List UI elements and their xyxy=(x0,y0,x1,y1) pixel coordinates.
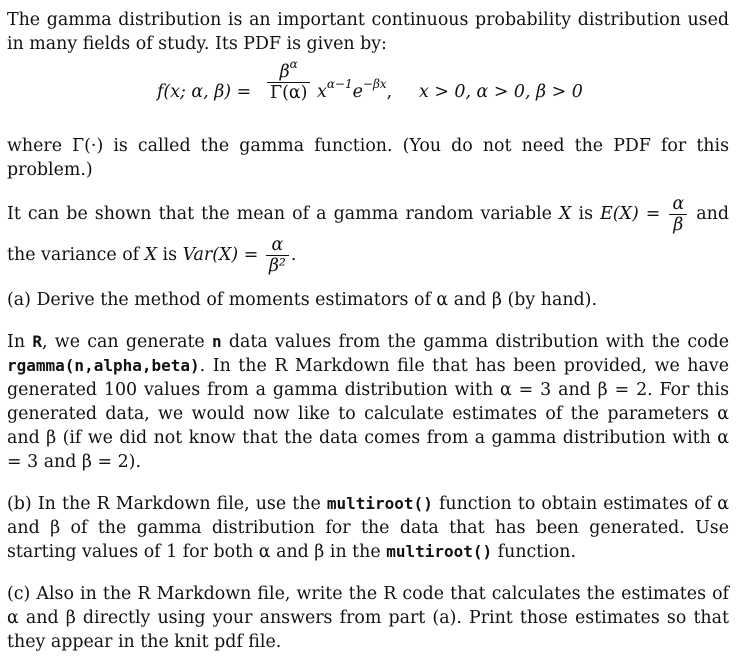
equation-x-term: $x^{\alpha-1}e^{-\beta x}$, xyxy=(317,77,393,102)
intro-paragraph: The gamma distribution is an important continuous probability distribution used in many fields of study. Its PDF is given by: xyxy=(7,10,729,54)
document-body xyxy=(7,8,729,654)
rgamma-code: rgamma(n,alpha,beta) xyxy=(7,356,200,375)
gamma-function-note: where Γ(·) is called the gamma function. (You do not need the PDF for this problem.) xyxy=(7,136,729,180)
fraction-denominator: Γ(α) xyxy=(270,83,308,103)
part-b-question: (b) In the R Markdown file, use the multiroot() function to obtain estimates of α and β of the gamma distribution for the data that has been generated. Use starting values of 1 for both α and β in the multiroot() function. xyxy=(7,494,729,562)
mean-variance-paragraph: It can be shown that the mean of a gamma random variable X is E(X) = $\frac{\alpha}{\beta}$ and the variance of X is Var(X) = $\frac{\alpha}{\text{β²}}$ . xyxy=(7,194,729,276)
part-a-question: (a) Derive the method of moments estimators of α and β (by hand). xyxy=(7,290,597,310)
equation-fraction xyxy=(267,57,310,103)
r-language-label: R xyxy=(32,332,42,351)
equation-conditions: x > 0, α > 0, β > 0 xyxy=(419,82,583,102)
part-c-question: (c) Also in the R Markdown file, write the R code that calculates the estimates of α and β directly using your answers from part (a). Print those estimates so that they appear in the knit pdf file. xyxy=(7,584,729,652)
data-generation-paragraph: In R, we can generate n data values from the gamma distribution with the code rgamma(n,alpha,beta). In the R Markdown file that has been provided, we have generated 100 values from a gamma distribution with α = 3 and β = 2. For this generated data, we would now like to calculate estimates of the parameters α and β (if we did not know that the data comes from a gamma distribution with α = 3 and β = 2). xyxy=(7,332,729,472)
pdf-equation xyxy=(7,56,729,128)
multiroot-code-1: multiroot() xyxy=(326,494,433,513)
variance-fraction: $\frac{\alpha}{\text{β²}}$ xyxy=(266,235,289,276)
fraction-numerator: $\beta^\alpha$ xyxy=(267,62,310,83)
multiroot-code-2: multiroot() xyxy=(386,542,493,561)
equation-lhs: f(x; α, β) = xyxy=(157,82,252,102)
mean-fraction: $\frac{\alpha}{\beta}$ xyxy=(669,194,687,235)
